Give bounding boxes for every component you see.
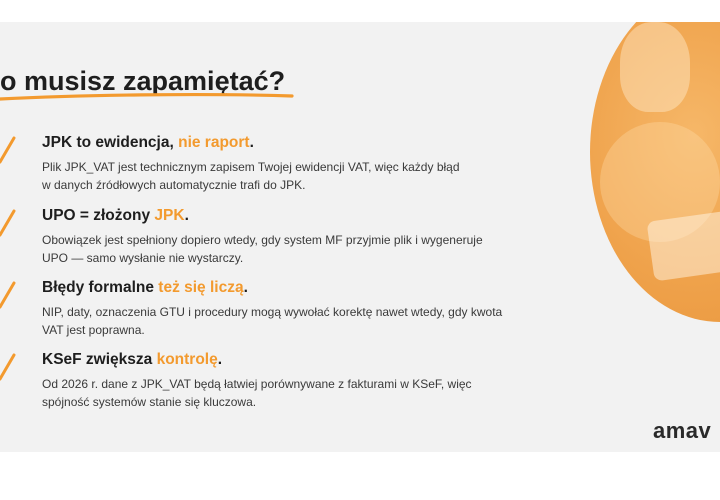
item-description: Plik JPK_VAT jest technicznym zapisem Twojej ewidencji VAT, więc każdy błąd w danych źródłowych automatycznie trafi do JPK. [42,160,460,192]
item-title-highlight: nie raport [178,134,250,151]
item-title-highlight: kontrolę [156,351,218,368]
check-icon [0,136,18,166]
item-title: Błędy formalne też się liczą. [42,279,248,296]
title-underline [0,90,300,104]
item-title: JPK to ewidencja, nie raport. [42,134,254,151]
person-photo [590,22,720,322]
item-description: NIP, daty, oznaczenia GTU i procedury mogą wywołać korektę nawet wtedy, gdy kwota VAT jest poprawna. [42,305,503,337]
item-title: KSeF zwiększa kontrolę. [42,351,223,368]
item-title: UPO = złożony JPK. [42,207,189,224]
item-title-highlight: JPK [154,207,185,224]
item-description: Obowiązek jest spełniony dopiero wtedy, gdy system MF przyjmie plik i wygeneruje UPO — samo wysłanie nie wystarczy. [42,233,483,265]
item-description: Od 2026 r. dane z JPK_VAT będą łatwiej porównywane z fakturami w KSeF, więc spójność systemów stanie się kluczowa. [42,377,472,409]
check-icon [0,209,18,239]
check-icon [0,281,18,311]
item-title-highlight: też się liczą [158,279,244,296]
slide [0,22,720,452]
brand-logo: amav [653,418,712,443]
page-title: o musisz zapamiętać? [0,66,286,96]
check-icon [0,353,18,383]
photo-head-shape [620,22,690,112]
